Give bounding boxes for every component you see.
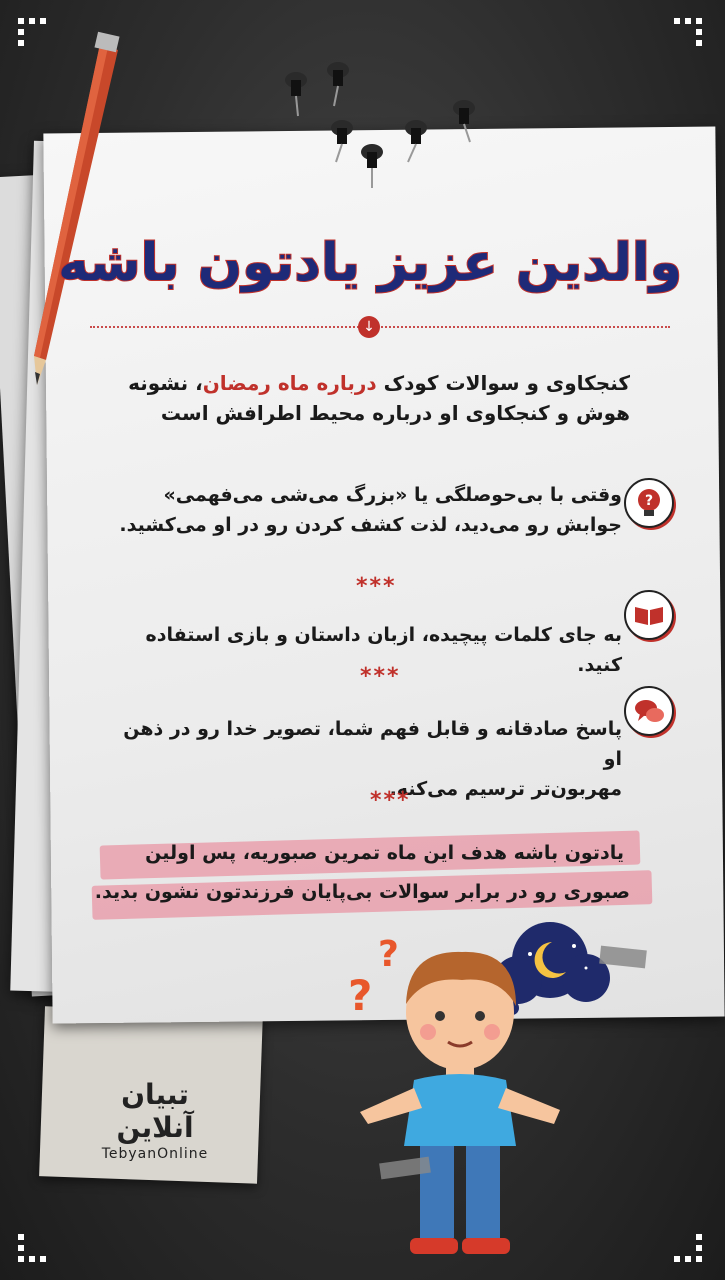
corner-ornament-top-left — [18, 18, 46, 46]
tip-text: جوابش رو می‌دید، لذت کشف کردن رو در او می‌کشید. — [119, 514, 622, 536]
tip-text: مهربون‌تر ترسیم می‌کنه. — [389, 778, 622, 800]
separator-stars: *** — [356, 574, 397, 599]
brand-name-fa: تبیان آنلاین — [116, 1078, 194, 1144]
push-pin-icon — [444, 96, 484, 146]
pencil-icon — [57, 32, 683, 392]
intro-text: ، نشونه — [128, 371, 203, 395]
svg-text:والدین عزیز یادتون باشه: والدین عزیز یادتون باشه — [57, 233, 683, 293]
separator-stars: *** — [370, 788, 411, 813]
tip-text: پاسخ صادقانه و قابل فهم شما، تصویر خدا رو در ذهن او — [123, 718, 622, 770]
brand-name-en: TebyanOnline — [101, 1146, 209, 1162]
push-pin-icon — [396, 116, 436, 166]
corner-ornament-bottom-right — [674, 1234, 702, 1262]
open-book-icon — [624, 590, 674, 640]
push-pin-icon — [352, 140, 392, 190]
tip-item-3 — [102, 714, 622, 804]
page-title — [57, 218, 683, 308]
corner-ornament-bottom-left — [18, 1234, 46, 1262]
curious-child-illustration — [340, 920, 660, 1260]
chat-bubbles-icon — [624, 686, 674, 736]
tip-item-1 — [102, 480, 622, 540]
intro-highlight: درباره ماه رمضان — [202, 371, 377, 395]
title-divider — [90, 326, 670, 328]
intro-paragraph — [70, 368, 630, 428]
intro-text: کنجکاوی و سوالات کودک — [376, 371, 630, 395]
conclusion-text: یادتون باشه هدف این ماه تمرین صبوریه، پس اولین — [145, 842, 624, 864]
arrow-down-icon: ↓ — [358, 316, 380, 338]
question-mark-icon: ? — [378, 934, 399, 975]
night-thought-bubble-icon — [494, 922, 647, 1024]
tip-text: به جای کلمات پیچیده، ازبان داستان و بازی استفاده کنید. — [145, 624, 622, 676]
push-pin-icon — [318, 58, 358, 108]
intro-text: هوش و کنجکاوی او درباره محیط اطرافش است — [160, 401, 630, 425]
svg-text:?: ? — [644, 493, 654, 509]
conclusion-text: صبوری رو در برابر سوالات بی‌پایان فرزندتون نشون بدید. — [94, 881, 630, 903]
push-pin-icon — [276, 68, 316, 118]
tip-text: وقتی با بی‌حوصلگی یا «بزرگ می‌شی می‌فهمی» — [163, 484, 622, 506]
separator-stars: *** — [360, 664, 401, 689]
lightbulb-question-icon — [624, 478, 674, 528]
question-mark-icon: ? — [348, 971, 373, 1020]
brand-logo — [80, 1078, 230, 1162]
